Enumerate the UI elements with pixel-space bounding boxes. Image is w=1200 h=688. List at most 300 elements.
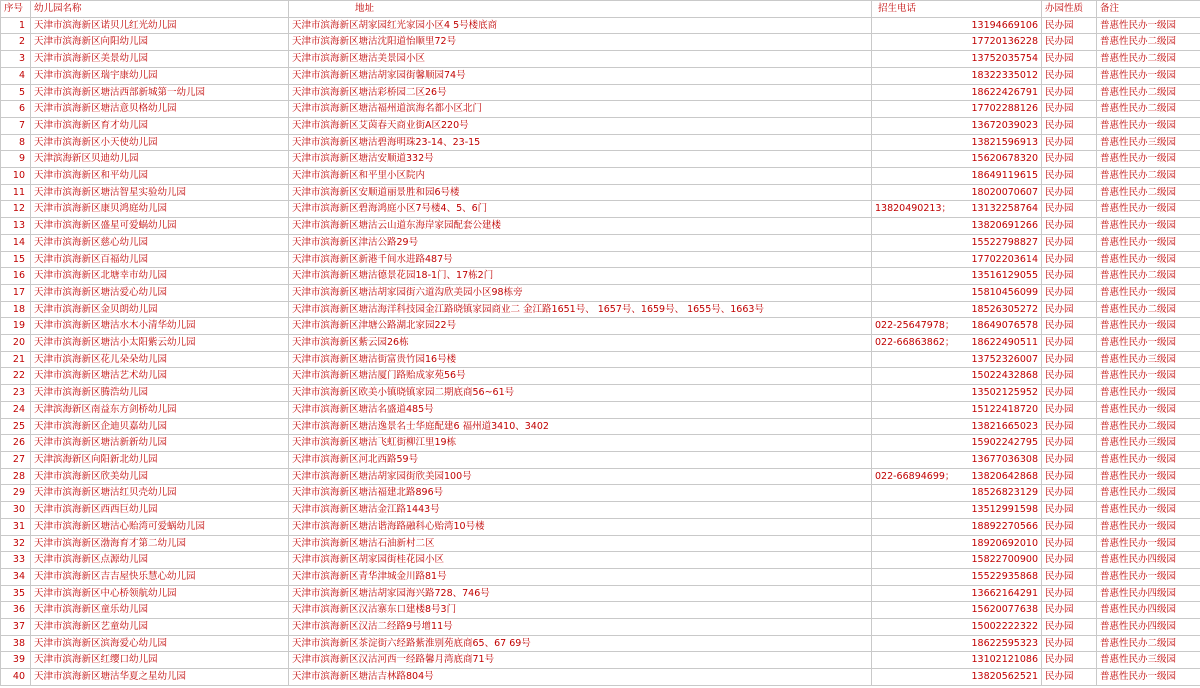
- phone-values: [872, 636, 1041, 652]
- cell-seq: 4: [1, 67, 31, 84]
- phone-primary: 022-25647978；: [875, 320, 955, 332]
- cell-seq: 10: [1, 168, 31, 185]
- cell-name: 天津市滨海新区腾浩幼儿园: [31, 385, 289, 402]
- cell-remark: 普惠性民办一级园: [1097, 468, 1200, 485]
- cell-address: 天津市滨海新区津沽公路29号: [289, 234, 872, 251]
- cell-remark: 普惠性民办三级园: [1097, 652, 1200, 669]
- cell-name: 天津市滨海新区塘沽艺术幼儿园: [31, 368, 289, 385]
- table-row: [1, 568, 1200, 585]
- phone-secondary: 17702288126: [971, 103, 1038, 115]
- phone-values: [872, 235, 1041, 251]
- cell-name: 天津市滨海新区美景幼儿园: [31, 51, 289, 68]
- cell-seq: 27: [1, 451, 31, 468]
- header-type: 办园性质: [1042, 1, 1097, 18]
- table-row: [1, 51, 1200, 68]
- cell-seq: 40: [1, 669, 31, 686]
- cell-remark: 普惠性民办四级园: [1097, 552, 1200, 569]
- cell-remark: 普惠性民办二级园: [1097, 635, 1200, 652]
- phone-values: [872, 385, 1041, 401]
- cell-seq: 3: [1, 51, 31, 68]
- cell-remark: 普惠性民办一级园: [1097, 218, 1200, 235]
- phone-values: [872, 51, 1041, 67]
- phone-values: [872, 569, 1041, 585]
- phone-secondary: 18020070607: [971, 186, 1038, 198]
- cell-phone: [872, 151, 1042, 168]
- cell-phone: [872, 619, 1042, 636]
- header-seq: 序号: [1, 1, 31, 18]
- cell-remark: 普惠性民办一级园: [1097, 518, 1200, 535]
- cell-seq: 7: [1, 117, 31, 134]
- table-row: [1, 351, 1200, 368]
- phone-values: [872, 34, 1041, 50]
- cell-type: 民办园: [1042, 568, 1097, 585]
- cell-seq: 35: [1, 585, 31, 602]
- phone-values: [872, 285, 1041, 301]
- cell-seq: 13: [1, 218, 31, 235]
- phone-secondary: 18649119615: [971, 170, 1038, 182]
- phone-secondary: 13672039023: [971, 119, 1038, 131]
- cell-remark: 普惠性民办一级园: [1097, 669, 1200, 686]
- cell-phone: [872, 301, 1042, 318]
- cell-phone: [872, 335, 1042, 352]
- phone-values: [872, 536, 1041, 552]
- cell-address: 天津市滨海新区汉沽河西一经路馨月湾底商71号: [289, 652, 872, 669]
- cell-remark: 普惠性民办一级园: [1097, 385, 1200, 402]
- cell-phone: [872, 101, 1042, 118]
- cell-address: 天津市滨海新区塘沽美景园小区: [289, 51, 872, 68]
- cell-name: 天津市滨海新区塘沽意贝格幼儿园: [31, 101, 289, 118]
- cell-name: 天津市滨海新区欣美幼儿园: [31, 468, 289, 485]
- table-row: [1, 652, 1200, 669]
- cell-address: 天津市滨海新区河北西路59号: [289, 451, 872, 468]
- cell-address: 天津市滨海新区塘沽碧海明珠23-14、23-15: [289, 134, 872, 151]
- phone-values: [872, 68, 1041, 84]
- table-row: [1, 535, 1200, 552]
- cell-remark: 普惠性民办四级园: [1097, 602, 1200, 619]
- cell-phone: [872, 435, 1042, 452]
- cell-phone: [872, 401, 1042, 418]
- cell-seq: 6: [1, 101, 31, 118]
- cell-remark: 普惠性民办二级园: [1097, 184, 1200, 201]
- table-row: [1, 268, 1200, 285]
- phone-secondary: 13516129055: [971, 270, 1038, 282]
- header-row: [1, 1, 1200, 18]
- cell-seq: 24: [1, 401, 31, 418]
- cell-type: 民办园: [1042, 602, 1097, 619]
- phone-secondary: 15122418720: [971, 403, 1038, 415]
- cell-name: 天津市滨海新区金贝朗幼儿园: [31, 301, 289, 318]
- phone-values: [872, 435, 1041, 451]
- cell-address: 天津市滨海新区塘沽胡家园街六道沟欣美园小区98栋旁: [289, 284, 872, 301]
- phone-secondary: 18322335012: [971, 69, 1038, 81]
- cell-phone: [872, 451, 1042, 468]
- cell-remark: 普惠性民办一级园: [1097, 67, 1200, 84]
- cell-remark: 普惠性民办一级园: [1097, 318, 1200, 335]
- cell-type: 民办园: [1042, 552, 1097, 569]
- table-row: [1, 552, 1200, 569]
- cell-address: 天津市滨海新区塘沽彩桥园二区26号: [289, 84, 872, 101]
- phone-values: [872, 669, 1041, 685]
- cell-seq: 19: [1, 318, 31, 335]
- cell-address: 天津市滨海新区茶淀街六经路紫淮别苑底商65、67 69号: [289, 635, 872, 652]
- cell-phone: [872, 67, 1042, 84]
- cell-address: 天津市滨海新区塘沽金江路1443号: [289, 502, 872, 519]
- cell-address: 天津市滨海新区塘沽逸景名士华庭配建6 福州道3410、3402: [289, 418, 872, 435]
- cell-name: 天津市滨海新区塘沽智星实验幼儿园: [31, 184, 289, 201]
- cell-seq: 30: [1, 502, 31, 519]
- cell-name: 天津市滨海新区瑞宇康幼儿园: [31, 67, 289, 84]
- cell-type: 民办园: [1042, 201, 1097, 218]
- phone-values: [872, 452, 1041, 468]
- cell-name: 天津市滨海新区塘沽水木小清华幼儿园: [31, 318, 289, 335]
- cell-seq: 32: [1, 535, 31, 552]
- cell-name: 天津市滨海新区慈心幼儿园: [31, 234, 289, 251]
- phone-secondary: 15902242795: [971, 437, 1038, 449]
- phone-primary: 022-66863862；: [875, 337, 955, 349]
- cell-seq: 2: [1, 34, 31, 51]
- phone-secondary: 18892270566: [971, 520, 1038, 532]
- cell-seq: 38: [1, 635, 31, 652]
- cell-type: 民办园: [1042, 284, 1097, 301]
- cell-seq: 22: [1, 368, 31, 385]
- cell-type: 民办园: [1042, 234, 1097, 251]
- cell-remark: 普惠性民办一级园: [1097, 117, 1200, 134]
- cell-remark: 普惠性民办二级园: [1097, 84, 1200, 101]
- cell-name: 天津市滨海新区诺贝儿红光幼儿园: [31, 17, 289, 34]
- phone-values: [872, 118, 1041, 134]
- cell-type: 民办园: [1042, 67, 1097, 84]
- cell-remark: 普惠性民办二级园: [1097, 418, 1200, 435]
- table-body: [1, 17, 1200, 685]
- phone-secondary: 18649076578: [971, 320, 1038, 332]
- cell-phone: [872, 34, 1042, 51]
- phone-secondary: 13194669106: [971, 19, 1038, 31]
- cell-seq: 1: [1, 17, 31, 34]
- phone-values: [872, 586, 1041, 602]
- phone-values: [872, 502, 1041, 518]
- cell-address: 天津市滨海新区安顺道丽景胜和园6号楼: [289, 184, 872, 201]
- cell-seq: 9: [1, 151, 31, 168]
- phone-values: [872, 368, 1041, 384]
- phone-values: [872, 352, 1041, 368]
- table-row: [1, 335, 1200, 352]
- phone-values: [872, 419, 1041, 435]
- cell-name: 天津市滨海新区向阳幼儿园: [31, 34, 289, 51]
- table-row: [1, 368, 1200, 385]
- phone-values: [872, 469, 1041, 485]
- cell-seq: 16: [1, 268, 31, 285]
- table-row: [1, 435, 1200, 452]
- table-row: [1, 134, 1200, 151]
- cell-remark: 普惠性民办一级园: [1097, 502, 1200, 519]
- phone-values: [872, 302, 1041, 318]
- cell-type: 民办园: [1042, 385, 1097, 402]
- cell-phone: [872, 84, 1042, 101]
- cell-remark: 普惠性民办二级园: [1097, 51, 1200, 68]
- cell-name: 天津市滨海新区塘沽红贝壳幼儿园: [31, 485, 289, 502]
- phone-secondary: 17720136228: [971, 36, 1038, 48]
- cell-type: 民办园: [1042, 652, 1097, 669]
- cell-phone: [872, 418, 1042, 435]
- cell-name: 天津市滨海新区西西巨幼儿园: [31, 502, 289, 519]
- table-row: [1, 485, 1200, 502]
- phone-secondary: 18526823129: [971, 487, 1038, 499]
- cell-phone: [872, 134, 1042, 151]
- cell-seq: 31: [1, 518, 31, 535]
- cell-name: 天津滨海新区向阳新北幼儿园: [31, 451, 289, 468]
- table-row: [1, 635, 1200, 652]
- cell-name: 天津市滨海新区吉吉屋快乐慧心幼儿园: [31, 568, 289, 585]
- cell-type: 民办园: [1042, 535, 1097, 552]
- cell-remark: 普惠性民办四级园: [1097, 619, 1200, 636]
- cell-phone: [872, 485, 1042, 502]
- cell-type: 民办园: [1042, 619, 1097, 636]
- header-name: 幼儿园名称: [31, 1, 289, 18]
- table-row: [1, 619, 1200, 636]
- cell-phone: [872, 635, 1042, 652]
- phone-values: [872, 18, 1041, 34]
- phone-secondary: 15822700900: [971, 554, 1038, 566]
- cell-phone: [872, 669, 1042, 686]
- cell-name: 天津滨海新区贝迪幼儿园: [31, 151, 289, 168]
- cell-phone: [872, 351, 1042, 368]
- phone-values: [872, 252, 1041, 268]
- phone-secondary: 13102121086: [971, 654, 1038, 666]
- phone-secondary: 15620077638: [971, 604, 1038, 616]
- phone-values: [872, 168, 1041, 184]
- cell-type: 民办园: [1042, 151, 1097, 168]
- phone-values: [872, 135, 1041, 151]
- cell-type: 民办园: [1042, 184, 1097, 201]
- cell-phone: [872, 318, 1042, 335]
- cell-seq: 18: [1, 301, 31, 318]
- phone-secondary: 18622426791: [971, 86, 1038, 98]
- table-row: [1, 385, 1200, 402]
- cell-address: 天津市滨海新区胡家园红光家园小区4 5号楼底商: [289, 17, 872, 34]
- phone-secondary: 13502125952: [971, 387, 1038, 399]
- table-row: [1, 234, 1200, 251]
- cell-name: 天津市滨海新区塘沽华夏之星幼儿园: [31, 669, 289, 686]
- cell-seq: 28: [1, 468, 31, 485]
- cell-remark: 普惠性民办一级园: [1097, 335, 1200, 352]
- table-row: [1, 168, 1200, 185]
- phone-secondary: 13662164291: [971, 587, 1038, 599]
- table-row: [1, 284, 1200, 301]
- cell-type: 民办园: [1042, 168, 1097, 185]
- table-row: [1, 585, 1200, 602]
- table-row: [1, 84, 1200, 101]
- cell-type: 民办园: [1042, 418, 1097, 435]
- phone-primary: 022-66894699；: [875, 470, 955, 482]
- table-row: [1, 34, 1200, 51]
- table-row: [1, 451, 1200, 468]
- cell-name: 天津市滨海新区盛星可爱蜗幼儿园: [31, 218, 289, 235]
- cell-address: 天津市滨海新区津塘公路湖北家园22号: [289, 318, 872, 335]
- cell-address: 天津市滨海新区紫云园26栋: [289, 335, 872, 352]
- phone-values: [872, 218, 1041, 234]
- cell-address: 天津市滨海新区塘沽吉林路804号: [289, 669, 872, 686]
- phone-secondary: 13752326007: [971, 353, 1038, 365]
- cell-seq: 25: [1, 418, 31, 435]
- cell-phone: [872, 518, 1042, 535]
- phone-secondary: 17702203614: [971, 253, 1038, 265]
- cell-name: 天津市滨海新区育才幼儿园: [31, 117, 289, 134]
- cell-type: 民办园: [1042, 351, 1097, 368]
- phone-secondary: 15522935868: [971, 570, 1038, 582]
- cell-phone: [872, 652, 1042, 669]
- phone-secondary: 18622490511: [971, 337, 1038, 349]
- header-address: 地址: [289, 1, 872, 18]
- table-row: [1, 151, 1200, 168]
- phone-values: [872, 185, 1041, 201]
- cell-type: 民办园: [1042, 669, 1097, 686]
- cell-address: 天津市滨海新区青华津城金川路81号: [289, 568, 872, 585]
- table-row: [1, 67, 1200, 84]
- cell-seq: 29: [1, 485, 31, 502]
- cell-address: 天津市滨海新区塘沽福建北路896号: [289, 485, 872, 502]
- cell-remark: 普惠性民办二级园: [1097, 34, 1200, 51]
- phone-secondary: 13752035754: [971, 53, 1038, 65]
- header-remark: 备注: [1097, 1, 1200, 18]
- phone-secondary: 15620678320: [971, 153, 1038, 165]
- cell-remark: 普惠性民办三级园: [1097, 435, 1200, 452]
- cell-address: 天津市滨海新区塘沽街富贵竹园16号楼: [289, 351, 872, 368]
- phone-secondary: 18920692010: [971, 537, 1038, 549]
- cell-phone: [872, 535, 1042, 552]
- phone-values: [872, 619, 1041, 635]
- phone-secondary: 15810456099: [971, 286, 1038, 298]
- cell-type: 民办园: [1042, 251, 1097, 268]
- table-row: [1, 418, 1200, 435]
- phone-secondary: 18526305272: [971, 303, 1038, 315]
- cell-address: 天津市滨海新区塘沽云山道东海岸家园配套公建楼: [289, 218, 872, 235]
- phone-values: [872, 519, 1041, 535]
- cell-name: 天津市滨海新区小天使幼儿园: [31, 134, 289, 151]
- cell-name: 天津市滨海新区点源幼儿园: [31, 552, 289, 569]
- cell-remark: 普惠性民办一级园: [1097, 401, 1200, 418]
- cell-type: 民办园: [1042, 101, 1097, 118]
- cell-type: 民办园: [1042, 51, 1097, 68]
- phone-primary: 13820490213；: [875, 203, 951, 215]
- cell-remark: 普惠性民办三级园: [1097, 351, 1200, 368]
- cell-seq: 21: [1, 351, 31, 368]
- cell-name: 天津市滨海新区中心桥领航幼儿园: [31, 585, 289, 602]
- cell-seq: 12: [1, 201, 31, 218]
- cell-remark: 普惠性民办一级园: [1097, 201, 1200, 218]
- cell-seq: 36: [1, 602, 31, 619]
- cell-type: 民办园: [1042, 635, 1097, 652]
- cell-phone: [872, 502, 1042, 519]
- cell-remark: 普惠性民办一级园: [1097, 151, 1200, 168]
- cell-remark: 普惠性民办二级园: [1097, 101, 1200, 118]
- cell-address: 天津市滨海新区塘沽胡家园街欣美园100号: [289, 468, 872, 485]
- phone-values: [872, 85, 1041, 101]
- cell-seq: 26: [1, 435, 31, 452]
- table-row: [1, 502, 1200, 519]
- cell-seq: 8: [1, 134, 31, 151]
- cell-remark: 普惠性民办二级园: [1097, 301, 1200, 318]
- cell-remark: 普惠性民办二级园: [1097, 485, 1200, 502]
- cell-address: 天津市滨海新区塘沽谐海路融科心贻湾10号楼: [289, 518, 872, 535]
- cell-name: 天津市滨海新区塘沽西部新城第一幼儿园: [31, 84, 289, 101]
- phone-secondary: 13512991598: [971, 504, 1038, 516]
- cell-remark: 普惠性民办二级园: [1097, 168, 1200, 185]
- cell-seq: 14: [1, 234, 31, 251]
- cell-phone: [872, 234, 1042, 251]
- table-row: [1, 602, 1200, 619]
- table-row: [1, 301, 1200, 318]
- cell-phone: [872, 117, 1042, 134]
- phone-values: [872, 318, 1041, 334]
- cell-phone: [872, 17, 1042, 34]
- cell-phone: [872, 585, 1042, 602]
- cell-seq: 17: [1, 284, 31, 301]
- cell-phone: [872, 201, 1042, 218]
- cell-address: 天津市滨海新区塘沽福州道滨海名都小区北门: [289, 101, 872, 118]
- cell-address: 天津市滨海新区新港千间水进路487号: [289, 251, 872, 268]
- header-phone: 招生电话: [872, 1, 1042, 18]
- phone-secondary: 13821596913: [971, 136, 1038, 148]
- cell-type: 民办园: [1042, 34, 1097, 51]
- phone-values: [872, 268, 1041, 284]
- cell-type: 民办园: [1042, 435, 1097, 452]
- cell-name: 天津市滨海新区塘沽小太阳紫云幼儿园: [31, 335, 289, 352]
- cell-seq: 37: [1, 619, 31, 636]
- cell-address: 天津市滨海新区塘沽胡家园海兴路728、746号: [289, 585, 872, 602]
- cell-type: 民办园: [1042, 585, 1097, 602]
- cell-address: 天津市滨海新区塘沽海洋科技园金江路晓镇家园商业二 金江路1651号、 1657号、1659号、 1655号、1663号: [289, 301, 872, 318]
- phone-secondary: 15022432868: [971, 370, 1038, 382]
- cell-remark: 普惠性民办四级园: [1097, 585, 1200, 602]
- cell-phone: [872, 602, 1042, 619]
- cell-remark: 普惠性民办一级园: [1097, 17, 1200, 34]
- cell-seq: 23: [1, 385, 31, 402]
- cell-phone: [872, 268, 1042, 285]
- cell-seq: 5: [1, 84, 31, 101]
- cell-type: 民办园: [1042, 268, 1097, 285]
- cell-name: 天津市滨海新区百福幼儿园: [31, 251, 289, 268]
- cell-address: 天津市滨海新区塘沽名盛道485号: [289, 401, 872, 418]
- cell-remark: 普惠性民办一级园: [1097, 451, 1200, 468]
- table-header: [1, 1, 1200, 18]
- table-row: [1, 201, 1200, 218]
- phone-secondary: 13820642868: [971, 470, 1038, 482]
- cell-address: 天津市滨海新区碧海鸿庭小区7号楼4、5、6门: [289, 201, 872, 218]
- table-row: [1, 468, 1200, 485]
- cell-phone: [872, 368, 1042, 385]
- cell-phone: [872, 468, 1042, 485]
- cell-type: 民办园: [1042, 301, 1097, 318]
- cell-address: 天津市滨海新区胡家园街桂花园小区: [289, 552, 872, 569]
- cell-name: 天津市滨海新区童乐幼儿园: [31, 602, 289, 619]
- cell-seq: 33: [1, 552, 31, 569]
- phone-values: [872, 335, 1041, 351]
- cell-remark: 普惠性民办一级园: [1097, 368, 1200, 385]
- phone-secondary: 13820562521: [971, 671, 1038, 683]
- phone-secondary: 13677036308: [971, 453, 1038, 465]
- cell-phone: [872, 568, 1042, 585]
- cell-phone: [872, 184, 1042, 201]
- table-row: [1, 401, 1200, 418]
- cell-name: 天津市滨海新区和平幼儿园: [31, 168, 289, 185]
- cell-address: 天津市滨海新区汉沽二经路9号增11号: [289, 619, 872, 636]
- cell-seq: 20: [1, 335, 31, 352]
- phone-secondary: 18622595323: [971, 637, 1038, 649]
- cell-type: 民办园: [1042, 368, 1097, 385]
- table-row: [1, 318, 1200, 335]
- cell-name: 天津市滨海新区艺童幼儿园: [31, 619, 289, 636]
- phone-secondary: 15522798827: [971, 236, 1038, 248]
